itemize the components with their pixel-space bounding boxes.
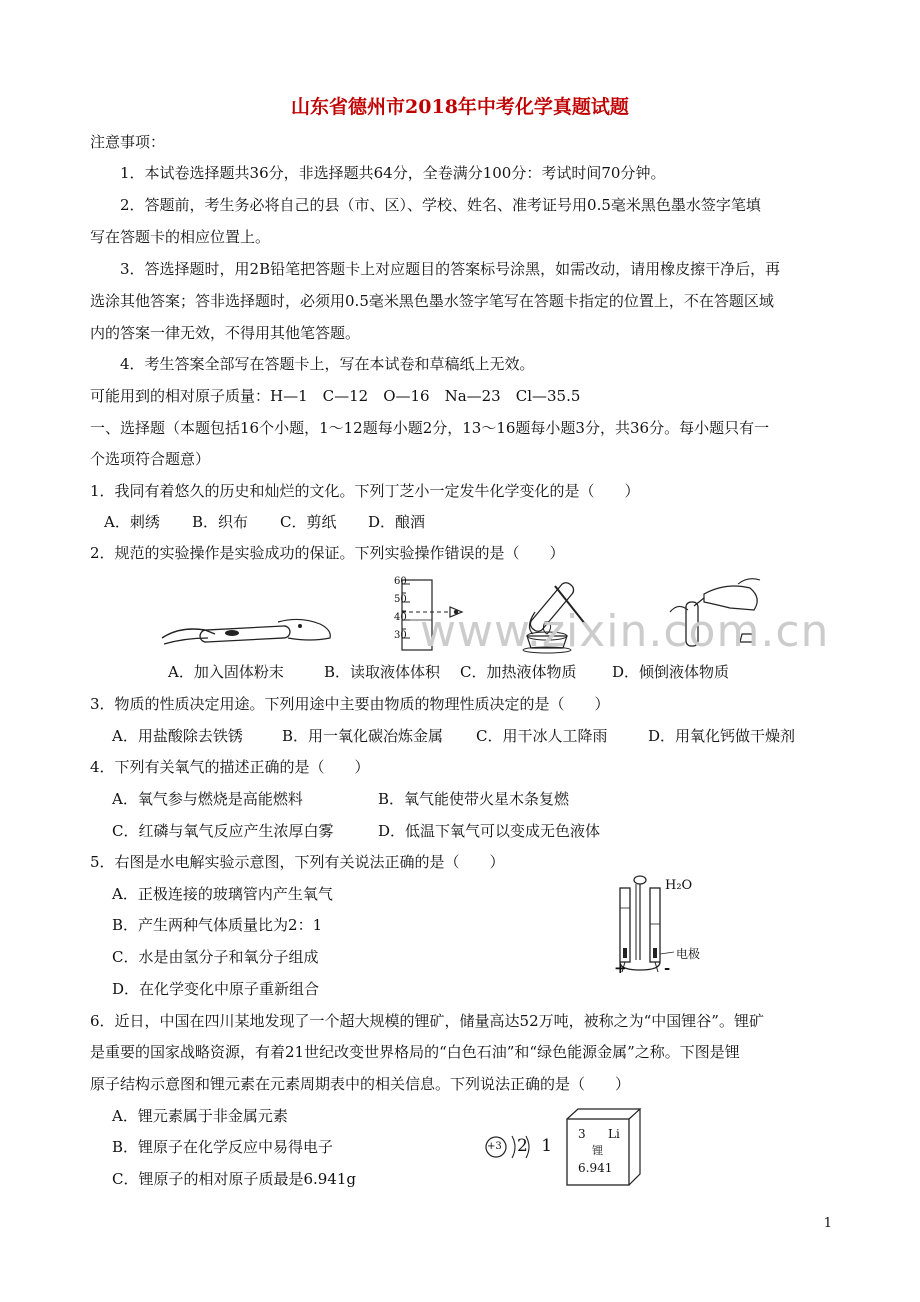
notice-2-cont: 写在答题卡的相应位置上。 <box>90 228 271 246</box>
q6-stem-2: 是重要的国家战略资源，有着21世纪改变世界格局的“白色石油”和“绿色能源金属”之称。下图是锂 <box>90 1043 740 1061</box>
element-mass: 6.941 <box>578 1161 613 1175</box>
element-symbol: Li <box>608 1127 620 1141</box>
tick-50: 50 <box>394 594 407 605</box>
water-label: H₂O <box>665 878 693 893</box>
powder-addition-figure <box>160 608 335 650</box>
q6-option-b: B．锂原子在化学反应中易得电子 <box>112 1138 334 1156</box>
q3-option-d: D．用氧化钙做干燥剂 <box>648 727 796 745</box>
notice-1: 1．本试卷选择题共36分，非选择题共64分，全卷满分100分：考试时间70分钟。 <box>120 164 666 182</box>
positive-sign: + <box>614 959 627 977</box>
q1-stem: 1．我同有着悠久的历史和灿烂的文化。下列丁芝小一定发牛化学变化的是（ ） <box>90 482 640 500</box>
atom-shells: 2 1 <box>517 1136 557 1156</box>
notice-4: 4．考生答案全部写在答题卡上，写在本试卷和草稿纸上无效。 <box>120 355 535 373</box>
q4-stem: 4．下列有关氧气的描述正确的是（ ） <box>90 758 370 776</box>
q3-option-a: A．用盐酸除去铁锈 <box>112 727 243 745</box>
element-number: 3 <box>578 1127 586 1141</box>
q2-option-d: D．倾倒液体物质 <box>612 663 730 681</box>
q5-option-a: A．正极连接的玻璃管内产生氧气 <box>112 885 333 903</box>
notice-2: 2．答题前，考生务必将自己的县（市、区）、学校、姓名、准考证号用0.5毫米黑色墨水签字笔填 <box>120 196 761 214</box>
q2-option-c: C．加热液体物质 <box>460 663 577 681</box>
q1-option-d: D．酿酒 <box>368 513 426 531</box>
watermark: www.zixin.com.cn <box>420 606 830 657</box>
q4-option-d: D．低温下氧气可以变成无色液体 <box>378 822 601 840</box>
q5-option-c: C．水是由氢分子和氧分子组成 <box>112 948 319 966</box>
notice-3-cont2: 内的答案一律无效，不得用其他笔答题。 <box>90 324 361 342</box>
q1-option-a: A．刺绣 <box>104 513 160 531</box>
q4-option-a: A．氧气参与燃烧是高能燃料 <box>112 790 303 808</box>
q5-option-d: D．在化学变化中原子重新组合 <box>112 980 320 998</box>
q2-stem: 2．规范的实验操作是实验成功的保证。下列实验操作错误的是（ ） <box>90 544 565 562</box>
q3-option-c: C．用干冰人工降雨 <box>476 727 608 745</box>
page-number: 1 <box>823 1216 832 1231</box>
q4-option-c: C．红磷与氧气反应产生浓厚白雾 <box>112 822 334 840</box>
q6-stem-3: 原子结构示意图和锂元素在元素周期表中的相关信息。下列说法正确的是（ ） <box>90 1075 631 1093</box>
section-heading-cont: 个选项符合题意） <box>90 450 211 468</box>
q3-stem: 3．物质的性质决定用途。下列用途中主要由物质的物理性质决定的是（ ） <box>90 695 610 713</box>
electrode-label: 电极 <box>676 947 701 961</box>
section-heading: 一、选择题（本题包括16个小题，1～12题每小题2分，13～16题每小题3分，共36分。每小题只有一 <box>90 419 770 437</box>
q1-option-b: B．织布 <box>192 513 249 531</box>
atom-nucleus: +3 <box>487 1141 502 1152</box>
q5-option-b: B．产生两种气体质量比为2：1 <box>112 916 323 934</box>
q1-option-c: C．剪纸 <box>280 513 337 531</box>
q3-option-b: B．用一氧化碳冶炼金属 <box>282 727 444 745</box>
page-title: 山东省德州市2018年中考化学真题试题 <box>291 96 629 118</box>
q6-option-c: C．锂原子的相对原子质最是6.941g <box>112 1170 357 1188</box>
q5-stem: 5．右图是水电解实验示意图，下列有关说法正确的是（ ） <box>90 853 505 871</box>
q6-stem-1: 6．近日，中国在四川某地发现了一个超大规模的锂矿，储量高达52万吨，被称之为“中国锂谷”。锂矿 <box>90 1012 764 1030</box>
q4-option-b: B．氧气能使带火星木条复燃 <box>378 790 570 808</box>
q2-option-b: B．读取液体体积 <box>324 663 441 681</box>
notice-3: 3．答选择题时，用2B铅笔把答题卡上对应题目的答案标号涂黑，如需改动，请用橡皮擦干净后，再 <box>120 260 781 278</box>
element-name: 锂 <box>592 1144 603 1157</box>
tick-30: 30 <box>394 630 407 641</box>
notice-3-cont: 选涂其他答案；答非选择题时，必须用0.5毫米黑色墨水签字笔写在答题卡指定的位置上，不在答题区域 <box>90 292 774 310</box>
tick-60: 60 <box>394 576 407 587</box>
tick-40: 40 <box>394 612 407 623</box>
q6-option-a: A．锂元素属于非金属元素 <box>112 1107 288 1125</box>
negative-sign: - <box>664 959 671 977</box>
atomic-masses: 可能用到的相对原子质量：H—1 C—12 O—16 Na—23 Cl—35.5 <box>90 387 581 405</box>
notice-heading: 注意事项： <box>90 133 166 151</box>
q2-option-a: A．加入固体粉末 <box>168 663 284 681</box>
